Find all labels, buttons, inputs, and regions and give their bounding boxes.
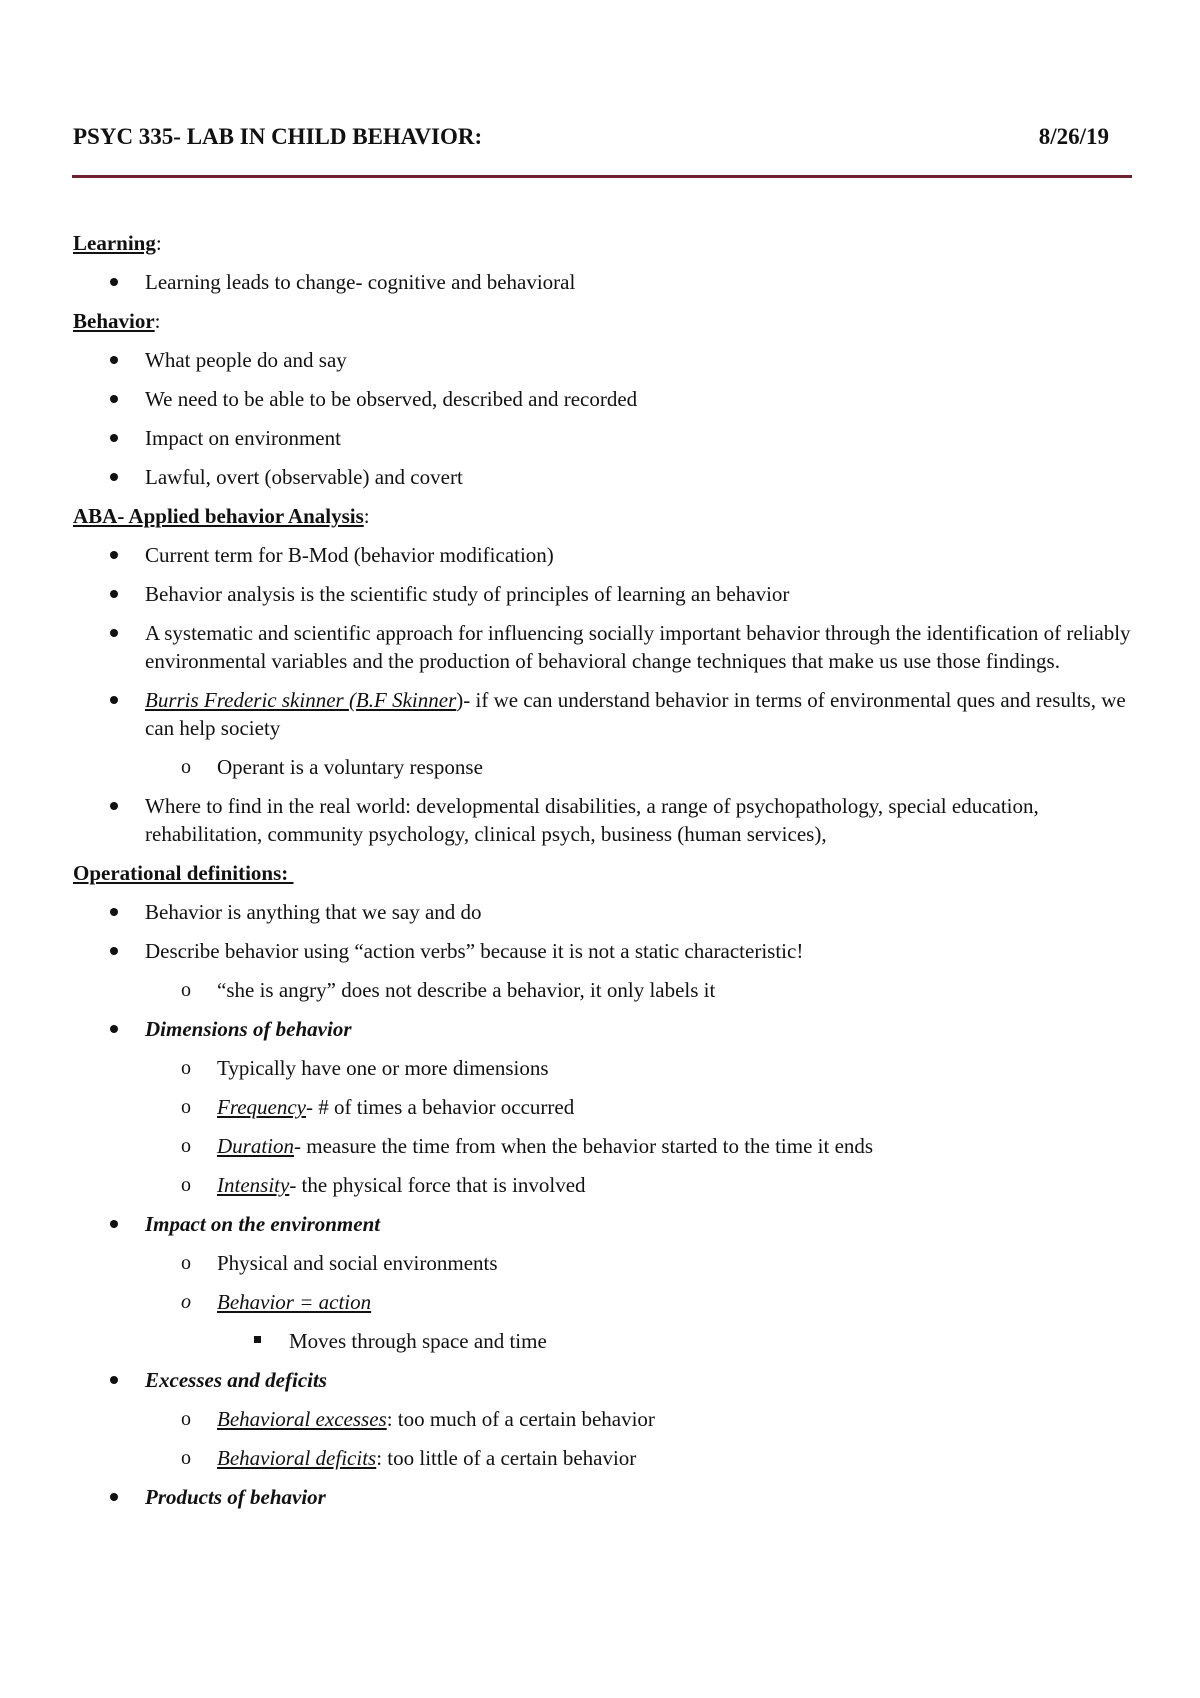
operational-list <box>73 898 1135 1511</box>
bullet-dot-icon <box>110 590 118 598</box>
list-item-text: Behavior = action <box>217 1290 372 1314</box>
list-item <box>73 937 1135 1004</box>
list-item-text: Behavior is anything that we say and do <box>145 900 482 924</box>
bullet-dot-icon <box>110 1025 118 1033</box>
action-sublist <box>217 1327 1135 1355</box>
learning-list <box>73 268 1135 296</box>
list-item-text: Operant is a voluntary response <box>217 755 483 779</box>
skinner-sublist <box>145 753 1135 781</box>
dimensions-sublist <box>145 1054 1135 1199</box>
list-item-text: Describe behavior using “action verbs” because it is not a static characteristic! <box>145 939 804 963</box>
term: Behavioral deficits <box>217 1446 377 1470</box>
circle-bullet-icon: o <box>181 1135 191 1157</box>
list-item <box>145 1249 1135 1277</box>
section-heading-learning <box>73 229 1135 257</box>
bullet-dot-icon <box>110 908 118 916</box>
list-item <box>145 1405 1135 1433</box>
list-item <box>73 268 1135 296</box>
list-item <box>145 1093 1135 1121</box>
list-item <box>145 1288 1135 1355</box>
section-heading-aba <box>73 502 1135 530</box>
bullet-dot-icon <box>110 473 118 481</box>
list-item-excesses <box>73 1366 1135 1472</box>
list-item <box>145 1054 1135 1082</box>
bullet-dot-icon <box>110 278 118 286</box>
list-item <box>73 385 1135 413</box>
section-heading-operational <box>73 859 1135 887</box>
bullet-dot-icon <box>110 395 118 403</box>
heading-colon: : <box>363 504 370 528</box>
circle-bullet-icon: o <box>181 1174 191 1196</box>
list-item-text: We need to be able to be observed, described and recorded <box>145 387 638 411</box>
bullet-dot-icon <box>110 696 118 704</box>
list-item-text: “she is angry” does not describe a behavior, it only labels it <box>217 978 716 1002</box>
heading-colon: : <box>154 309 161 333</box>
section-heading-behavior <box>73 307 1135 335</box>
circle-bullet-icon: o <box>181 756 191 778</box>
list-item-text: - measure the time from when the behavior started to the time it ends <box>294 1134 874 1158</box>
circle-bullet-icon: o <box>181 1447 191 1469</box>
list-item <box>73 346 1135 374</box>
list-item-impact <box>73 1210 1135 1355</box>
impact-label: Impact on the environment <box>145 1212 381 1236</box>
list-item <box>73 619 1135 675</box>
dimensions-label: Dimensions of behavior <box>145 1017 352 1041</box>
list-item <box>73 541 1135 569</box>
list-item-text: Impact on environment <box>145 426 341 450</box>
circle-bullet-icon: o <box>181 1252 191 1274</box>
bullet-dot-icon <box>110 947 118 955</box>
heading-colon: : <box>155 231 162 255</box>
list-item-text: A systematic and scientific approach for influencing socially important behavior through the identification of reliably environmental variables and the production of behavioral change techniques that make us use those findings. <box>145 621 1131 673</box>
behavior-list <box>73 346 1135 491</box>
term: Duration <box>217 1134 295 1158</box>
list-item <box>145 1132 1135 1160</box>
list-item-text: - # of times a behavior occurred <box>306 1095 575 1119</box>
list-item-text: : too little of a certain behavior <box>376 1446 637 1470</box>
list-item <box>217 1327 1135 1355</box>
term: Intensity <box>217 1173 290 1197</box>
list-item-text: What people do and say <box>145 348 347 372</box>
list-item-dimensions <box>73 1015 1135 1199</box>
list-item <box>145 1444 1135 1472</box>
list-item <box>145 1171 1135 1199</box>
heading-text: Operational definitions: <box>73 861 294 885</box>
list-item <box>73 898 1135 926</box>
list-item-text: : too much of a certain behavior <box>386 1407 655 1431</box>
aba-list <box>73 541 1135 848</box>
list-item <box>145 976 1135 1004</box>
bullet-dot-icon <box>110 434 118 442</box>
circle-bullet-icon: o <box>181 1291 191 1313</box>
term: Frequency <box>217 1095 307 1119</box>
heading-text: Behavior <box>73 309 155 333</box>
circle-bullet-icon: o <box>181 1096 191 1118</box>
term: Behavioral excesses <box>217 1407 387 1431</box>
list-item <box>73 580 1135 608</box>
heading-text: Learning <box>73 231 156 255</box>
excesses-sublist <box>145 1405 1135 1472</box>
notes-body <box>73 229 1135 1522</box>
header-divider <box>72 175 1132 178</box>
page-title: PSYC 335- LAB IN CHILD BEHAVIOR: <box>73 124 483 149</box>
list-item-text: Moves through space and time <box>289 1329 547 1353</box>
bullet-dot-icon <box>110 1493 118 1501</box>
page-date: 8/26/19 <box>1038 124 1109 149</box>
excesses-label: Excesses and deficits <box>145 1368 327 1392</box>
bullet-dot-icon <box>110 356 118 364</box>
list-item-text: Current term for B-Mod (behavior modification) <box>145 543 554 567</box>
bullet-dot-icon <box>110 629 118 637</box>
heading-text: ABA- Applied behavior Analysis <box>73 504 364 528</box>
list-item <box>73 792 1135 848</box>
skinner-text: )- if we can understand behavior in terms of environmental ques and results, we can help society <box>145 688 1126 740</box>
list-item <box>73 463 1135 491</box>
list-item-text: Where to find in the real world: developmental disabilities, a range of psychopathology, special education, rehabilitation, community psychology, clinical psych, business (human services), <box>145 794 1039 846</box>
list-item <box>145 753 1135 781</box>
list-item-text: - the physical force that is involved <box>289 1173 586 1197</box>
list-item <box>73 424 1135 452</box>
page-header <box>73 122 1109 152</box>
circle-bullet-icon: o <box>181 979 191 1001</box>
impact-sublist <box>145 1249 1135 1355</box>
bullet-dot-icon <box>110 802 118 810</box>
skinner-name: Burris Frederic skinner (B.F Skinner <box>145 688 457 712</box>
square-bullet-icon <box>254 1336 261 1343</box>
list-item-products <box>73 1483 1135 1511</box>
list-item-text: Physical and social environments <box>217 1251 498 1275</box>
bullet-dot-icon <box>110 1376 118 1384</box>
list-item-text: Behavior analysis is the scientific study of principles of learning an behavior <box>145 582 790 606</box>
list-item-text: Typically have one or more dimensions <box>217 1056 549 1080</box>
action-verbs-sublist <box>145 976 1135 1004</box>
bullet-dot-icon <box>110 1220 118 1228</box>
circle-bullet-icon: o <box>181 1057 191 1079</box>
products-label: Products of behavior <box>145 1485 326 1509</box>
list-item-text: Learning leads to change- cognitive and behavioral <box>145 270 576 294</box>
list-item-skinner <box>73 686 1135 781</box>
circle-bullet-icon: o <box>181 1408 191 1430</box>
bullet-dot-icon <box>110 551 118 559</box>
list-item-text: Lawful, overt (observable) and covert <box>145 465 463 489</box>
